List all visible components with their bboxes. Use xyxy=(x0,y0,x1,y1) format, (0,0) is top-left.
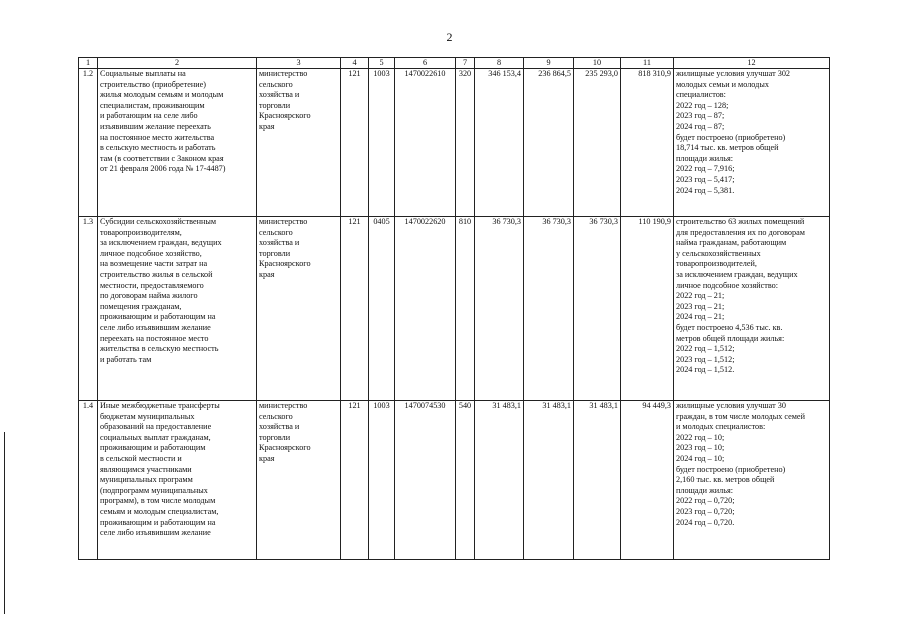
expected-result-line: жилищные условия улучшат 302 xyxy=(676,69,791,78)
row-number: 1.3 xyxy=(79,217,98,401)
expected-result-line: 2022 год – 7,916; xyxy=(676,164,735,174)
amount-2023: 31 483,1 xyxy=(524,401,574,560)
expected-result-line: личное подсобное хозяйство: xyxy=(676,280,779,290)
measure-name-line: личное подсобное хозяйство, xyxy=(100,248,202,258)
row-number: 1.2 xyxy=(79,69,98,217)
table-row xyxy=(79,69,830,217)
measure-name-line: от 21 февраля 2006 года № 17-4487) xyxy=(100,164,226,174)
expected-result-line: 2022 год – 1,512; xyxy=(676,344,735,354)
executor xyxy=(257,217,341,401)
expected-result-line: 2,160 тыс. кв. метров общей xyxy=(676,475,775,485)
amount-2023: 236 864,5 xyxy=(524,69,574,217)
page-number: 2 xyxy=(446,30,453,44)
column-header: 3 xyxy=(257,58,341,69)
expected-result-line: 2023 год – 0,720; xyxy=(676,506,735,516)
measure-name-line: муниципальных программ xyxy=(100,475,193,485)
expected-result-line: 2022 год – 10; xyxy=(676,432,725,442)
expected-result-line: 2023 год – 1,512; xyxy=(676,354,735,364)
expected-result-line: 2024 год – 5,381. xyxy=(676,185,735,195)
executor-line: торговли xyxy=(259,100,291,110)
executor-line: министерство xyxy=(259,401,308,410)
executor-line: края xyxy=(259,121,275,131)
expected-result-line: площади жилья: xyxy=(676,485,733,495)
column-header: 11 xyxy=(621,58,674,69)
vr-code: 320 xyxy=(456,69,475,217)
amount-total: 94 449,3 xyxy=(621,401,674,560)
measure-name-line: и работающим на селе либо xyxy=(100,111,198,121)
measure-name-line: на постоянное место жительства xyxy=(100,132,215,142)
column-header: 5 xyxy=(369,58,395,69)
expected-result-line: товаропроизводителей, xyxy=(676,259,757,269)
measure-name xyxy=(98,401,257,560)
amount-2022: 36 730,3 xyxy=(475,217,524,401)
csr-code: 1470022610 xyxy=(395,69,456,217)
column-header: 8 xyxy=(475,58,524,69)
executor-line: Красноярского xyxy=(259,111,311,121)
measure-name-line: Социальные выплаты на xyxy=(100,69,186,78)
measure-name-line: бюджетам муниципальных xyxy=(100,411,195,421)
table-row xyxy=(79,217,830,401)
expected-result-line: строительство 63 жилых помещений xyxy=(676,217,805,226)
expected-result-line: и молодых специалистов: xyxy=(676,422,766,432)
column-number-header xyxy=(79,58,830,69)
executor xyxy=(257,401,341,560)
expected-result-line: метров общей площади жилья: xyxy=(676,333,785,343)
csr-code: 1470074530 xyxy=(395,401,456,560)
measure-name-line: за исключением граждан, ведущих xyxy=(100,238,222,248)
executor-line: края xyxy=(259,453,275,463)
column-header: 4 xyxy=(341,58,369,69)
expected-result-line: будет построено 4,536 тыс. кв. xyxy=(676,322,783,332)
expected-result-line: 2024 год – 10; xyxy=(676,453,725,463)
measure-name-line: образований на предоставление xyxy=(100,422,212,432)
measure-name-line: товаропроизводителям, xyxy=(100,227,182,237)
measure-name-line: на возмещение части затрат на xyxy=(100,259,208,269)
measure-name-line: изъявившим желание переехать xyxy=(100,121,211,131)
expected-result xyxy=(674,401,830,560)
expected-result-line: жилищные условия улучшат 30 xyxy=(676,401,786,410)
expected-result-line: 2024 год – 1,512. xyxy=(676,365,735,375)
expected-result-line: специалистов: xyxy=(676,90,726,100)
expected-result-line: 2024 год – 87; xyxy=(676,121,725,131)
expected-result-line: молодых семьи и молодых xyxy=(676,79,769,89)
expected-result-line: найма гражданам, работающим xyxy=(676,238,787,248)
measure-name-line: местности, предоставляемого xyxy=(100,280,204,290)
measure-name-line: семьям и молодым специалистам, xyxy=(100,506,219,516)
column-header: 6 xyxy=(395,58,456,69)
expected-result-line: 2022 год – 21; xyxy=(676,291,725,301)
expected-result-line: 2023 год – 21; xyxy=(676,301,725,311)
measure-name-line: специалистам, проживающим xyxy=(100,100,205,110)
measure-name-line: в сельскую местность и работать xyxy=(100,143,216,153)
measure-name xyxy=(98,69,257,217)
measure-name-line: Иные межбюджетные трансферты xyxy=(100,401,220,410)
measure-name-line: строительство жилья в сельской xyxy=(100,269,213,279)
executor-line: хозяйства и xyxy=(259,238,300,248)
expected-result-line: площади жилья: xyxy=(676,153,733,163)
measure-name-line: (подпрограмм муниципальных xyxy=(100,485,208,495)
expected-result-line: 2024 год – 0,720. xyxy=(676,517,735,527)
expected-result-line: за исключением граждан, ведущих xyxy=(676,269,798,279)
expected-result-line: 2022 год – 0,720; xyxy=(676,496,735,506)
executor-line: сельского xyxy=(259,411,293,421)
expected-result-line: граждан, в том числе молодых семей xyxy=(676,411,805,421)
measure-name-line: являющимся участниками xyxy=(100,464,192,474)
measure-name-line: в сельской местности и xyxy=(100,453,182,463)
program-table xyxy=(78,57,830,560)
expected-result xyxy=(674,69,830,217)
amount-2023: 36 730,3 xyxy=(524,217,574,401)
grbs-code: 121 xyxy=(341,401,369,560)
measure-name-line: селе либо изъявившим желание xyxy=(100,322,211,332)
column-header: 2 xyxy=(98,58,257,69)
csr-code: 1470022620 xyxy=(395,217,456,401)
expected-result-line: будет построено (приобретено) xyxy=(676,132,786,142)
amount-2022: 31 483,1 xyxy=(475,401,524,560)
measure-name-line: проживающим и работающим xyxy=(100,443,206,453)
amount-2024: 235 293,0 xyxy=(574,69,621,217)
expected-result-line: 2024 год – 21; xyxy=(676,312,725,322)
executor xyxy=(257,69,341,217)
measure-name xyxy=(98,217,257,401)
expected-result-line: для предоставления их по договорам xyxy=(676,227,805,237)
rzpr-code: 0405 xyxy=(369,217,395,401)
grbs-code: 121 xyxy=(341,217,369,401)
measure-name-line: селе либо изъявившим желание xyxy=(100,528,211,538)
expected-result-line: 2022 год – 128; xyxy=(676,100,729,110)
measure-name-line: там (в соответствии с Законом края xyxy=(100,153,224,163)
rzpr-code: 1003 xyxy=(369,401,395,560)
measure-name-line: переехать на постоянное место xyxy=(100,333,209,343)
executor-line: торговли xyxy=(259,248,291,258)
expected-result-line: 2023 год – 10; xyxy=(676,443,725,453)
expected-result-line: 18,714 тыс. кв. метров общей xyxy=(676,143,779,153)
executor-line: торговли xyxy=(259,432,291,442)
column-header: 1 xyxy=(79,58,98,69)
amount-2024: 36 730,3 xyxy=(574,217,621,401)
expected-result-line: у сельскохозяйственных xyxy=(676,248,761,258)
rzpr-code: 1003 xyxy=(369,69,395,217)
expected-result-line: будет построено (приобретено) xyxy=(676,464,786,474)
executor-line: сельского xyxy=(259,79,293,89)
vr-code: 810 xyxy=(456,217,475,401)
executor-line: министерство xyxy=(259,217,308,226)
measure-name-line: жилья молодым семьям и молодым xyxy=(100,90,224,100)
executor-line: министерство xyxy=(259,69,308,78)
amount-2022: 346 153,4 xyxy=(475,69,524,217)
measure-name-line: программ), в том числе молодым xyxy=(100,496,216,506)
measure-name-line: помещения гражданам, xyxy=(100,301,182,311)
column-header: 9 xyxy=(524,58,574,69)
expected-result-line: 2023 год – 87; xyxy=(676,111,725,121)
measure-name-line: проживающим и работающим на xyxy=(100,517,216,527)
measure-name-line: проживающим и работающим на xyxy=(100,312,216,322)
vr-code: 540 xyxy=(456,401,475,560)
table-row xyxy=(79,401,830,560)
amount-total: 110 190,9 xyxy=(621,217,674,401)
expected-result xyxy=(674,217,830,401)
measure-name-line: Субсидии сельскохозяйственным xyxy=(100,217,217,226)
grbs-code: 121 xyxy=(341,69,369,217)
expected-result-line: 2023 год – 5,417; xyxy=(676,174,735,184)
executor-line: Красноярского xyxy=(259,259,311,269)
measure-name-line: жительства в сельскую местность xyxy=(100,344,219,354)
amount-total: 818 310,9 xyxy=(621,69,674,217)
amount-2024: 31 483,1 xyxy=(574,401,621,560)
measure-name-line: по договорам найма жилого xyxy=(100,291,198,301)
row-number: 1.4 xyxy=(79,401,98,560)
measure-name-line: строительство (приобретение) xyxy=(100,79,206,89)
margin-line xyxy=(4,432,5,614)
measure-name-line: социальных выплат гражданам, xyxy=(100,432,211,442)
measure-name-line: и работать там xyxy=(100,354,152,364)
column-header: 10 xyxy=(574,58,621,69)
column-header: 7 xyxy=(456,58,475,69)
executor-line: хозяйства и xyxy=(259,90,300,100)
executor-line: Красноярского xyxy=(259,443,311,453)
column-header: 12 xyxy=(674,58,830,69)
executor-line: хозяйства и xyxy=(259,422,300,432)
executor-line: сельского xyxy=(259,227,293,237)
executor-line: края xyxy=(259,269,275,279)
